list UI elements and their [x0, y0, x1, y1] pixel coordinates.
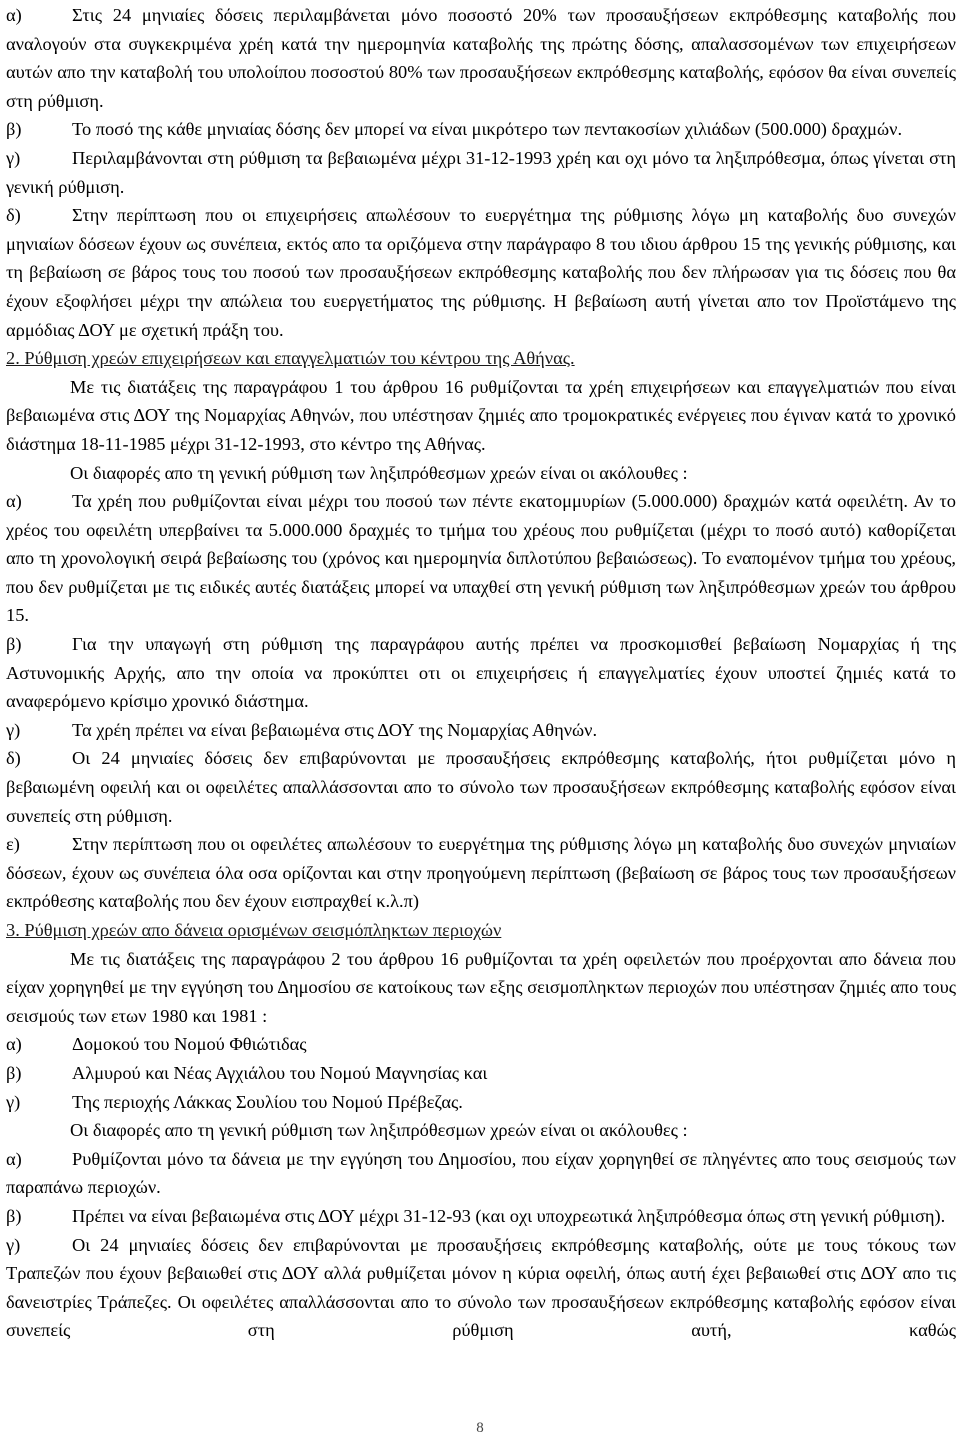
item-a-guaranteed-loans: [6, 1145, 956, 1202]
item-label: ε): [6, 834, 20, 855]
item-g-no-interest: [6, 1231, 956, 1345]
item-text: Περιλαμβάνονται στη ρύθμιση τα βεβαιωμένα μέχρι 31-12-1993 χρέη και οχι μόνο τα ληξιπρόθεσμα, όπως γίνεται στη γενική ρύθμιση.: [6, 147, 956, 197]
item-label: δ): [6, 748, 21, 769]
item-g-certified-debts: [6, 144, 956, 201]
item-d-loss-of-benefit: [6, 201, 956, 344]
section-heading-earthquake: [6, 916, 956, 945]
section-heading-text: 3. Ρύθμιση χρεών απο δάνεια ορισμένων σεισμόπληκτων περιοχών: [6, 920, 502, 940]
item-a-instalments-surcharge: [6, 1, 956, 115]
paragraph-text: Οι διαφορές απο τη γενική ρύθμιση των ληξιπρόθεσμων χρεών είναι οι ακόλουθες :: [70, 462, 688, 483]
item-text: Της περιοχής Λάκκας Σουλίου του Νομού Πρέβεζας.: [72, 1091, 463, 1112]
paragraph-text: Με τις διατάξεις της παραγράφου 1 του άρθρου 16 ρυθμίζονται τα χρέη επιχειρήσεων και επαγγελματιών που είναι βεβαιωμένα στις ΔΟΥ της Νομαρχίας Αθηνών, που υπέστησαν ζημιές απο τρομοκρατικές ενέργειες που έγιναν κατά το χρονικό διάστημα 18-11-1985 μέχρι 31-12-1993, στο κέντρο της Αθήνας.: [6, 376, 956, 454]
item-label: δ): [6, 205, 21, 226]
item-label: α): [6, 491, 22, 512]
item-label: α): [6, 5, 22, 25]
region-g: [6, 1088, 956, 1117]
paragraph-text: Με τις διατάξεις της παραγράφου 2 του άρθρου 16 ρυθμίζονται τα χρέη οφειλετών που προέρχονται απο δάνεια που είχαν χορηγηθεί με την εγγύηση του Δημοσίου σε κατοίκους των εξης σεισμοπληκτων περιοχών που υπέστησαν ζημιές απο τους σεισμούς των ετων 1980 και 1981 :: [6, 948, 956, 1026]
item-text: Δομοκού του Νομού Φθιώτιδας: [72, 1034, 307, 1055]
item-a-debt-limit: [6, 487, 956, 630]
item-label: γ): [6, 719, 21, 740]
item-label: β): [6, 634, 22, 655]
item-label: γ): [6, 147, 21, 168]
item-text: Για την υπαγωγή στη ρύθμιση της παραγράφου αυτής πρέπει να προσκομισθεί βεβαίωση Νομαρχίας ή της Αστυνομικής Αρχής, απο την οποία να προκύπτει οτι οι επιχειρήσεις ή επαγγελματίες έχουν υποστεί ζημιές κατά το αναφερόμενο κρίσιμο χρονικό διάστημα.: [6, 634, 956, 712]
item-b-certificate: [6, 630, 956, 716]
item-text: Τα χρέη που ρυθμίζονται είναι μέχρι του ποσού των πέντε εκατομμυρίων (5.000.000) δραχμών κατά οφειλέτη. Αν το χρέος του οφειλέτη υπερβαίνει τα 5.000.000 δραχμές το τμήμα του χρέους που ρυθμίζεται (μέχρι το ποσό αυτό) καθορίζεται απο τη χρονολογική σειρά βεβαίωσης του (χρόνος και ημερομηνία διπλοτύπου βεβαιώσεως). Το εναπομένον τμήμα του χρέους, που δεν ρυθμίζεται με τις ειδικές αυτές διατάξεις μπορεί να υπαχθεί στη γενική ρύθμιση των ληξιπρόθεσμων χρεών του άρθρου 15.: [6, 491, 956, 626]
item-b-min-instalment: [6, 115, 956, 144]
document-body: [6, 1, 956, 1345]
region-b: [6, 1059, 956, 1088]
item-g-athens-doy: [6, 716, 956, 745]
region-a: [6, 1030, 956, 1059]
item-label: α): [6, 1148, 22, 1169]
item-text: Οι 24 μηνιαίες δόσεις δεν επιβαρύνονται με προσαυξήσεις εκπρόθεσμης καταβολής, ήτοι ρυθμίζεται μόνο η βεβαιωμένη οφειλή και οι οφειλέτες απαλλάσσονται απο το σύνολο των προσαυξήσεων εκπρόθεσμης καταβολής εφόσον είναι συνεπείς στη ρύθμιση.: [6, 748, 956, 826]
item-text: Αλμυρού και Νέας Αγχιάλου του Νομού Μαγνησίας και: [72, 1062, 488, 1083]
differences-intro: [6, 459, 956, 488]
paragraph-text: Οι διαφορές απο τη γενική ρύθμιση των ληξιπρόθεσμων χρεών είναι οι ακόλουθες :: [70, 1120, 688, 1141]
item-text: Στην περίπτωση που οι οφειλέτες απωλέσουν το ευεργέτημα της ρύθμισης λόγω μη καταβολής δυο συνεχών μηνιαίων δόσεων, έχουν ως συνέπεια όλα οσα ορίζονται και στην προηγούμενη περίπτωση (βεβαίωση σε βάρος τους των προσαυξήσεων εκπρόθεσης καταβολής που δεν έχουν εισπραχθεί κ.λ.π): [6, 834, 956, 912]
item-e-loss-of-benefit: [6, 830, 956, 916]
item-label: β): [6, 1062, 22, 1083]
item-label: α): [6, 1034, 22, 1055]
intro-paragraph-athens: [6, 373, 956, 459]
section-heading-athens: [6, 344, 956, 373]
intro-paragraph-earthquake: [6, 945, 956, 1031]
item-label: γ): [6, 1091, 21, 1112]
item-label: γ): [6, 1234, 21, 1255]
item-label: β): [6, 1205, 22, 1226]
item-text: Το ποσό της κάθε μηνιαίας δόσης δεν μπορεί να είναι μικρότερο των πεντακοσίων χιλιάδων (500.000) δραχμών.: [72, 119, 903, 140]
item-b-certified-by-date: [6, 1202, 956, 1231]
page-number: 8: [476, 1420, 484, 1436]
item-text: Πρέπει να είναι βεβαιωμένα στις ΔΟΥ μέχρι 31-12-93 (και οχι υποχρεωτικά ληξιπρόθεσμα όπως στη γενική ρύθμιση).: [72, 1205, 946, 1226]
differences-intro-2: [6, 1116, 956, 1145]
item-text: Οι 24 μηνιαίες δόσεις δεν επιβαρύνονται με προσαυξήσεις εκπρόθεσμης καταβολής, ούτε με τους τόκους των Τραπεζών που έχουν βεβαιωθεί στις ΔΟΥ αλλά ρυθμίζεται μόνον η κύρια οφειλή, όπως αυτή έχει βεβαιωθεί στις ΔΟΥ απο τις δανειστρίες Τράπεζες. Οι οφειλέτες απαλλάσσονται απο το σύνολο των προσαυξήσεων εκπρόθεσμης καταβολής εφόσον είναι συνεπείς στη ρύθμιση αυτή, καθώς: [6, 1234, 956, 1341]
item-d-no-surcharge: [6, 744, 956, 830]
item-text: Ρυθμίζονται μόνο τα δάνεια με την εγγύηση του Δημοσίου, που είχαν χορηγηθεί σε πληγέντες απο τους σεισμούς των παραπάνω περιοχών.: [6, 1148, 956, 1198]
item-text: Στις 24 μηνιαίες δόσεις περιλαμβάνεται μόνο ποσοστό 20% των προσαυξήσεων εκπρόθεσμης καταβολής που αναλογούν στα συγκεκριμένα χρέη κατά την ημερομηνία καταβολής της πρώτης δόσης, απαλασσομένων των επιχειρήσεων αυτών απο την καταβολή του υπολοίπου ποσοστού 80% των προσαυξήσεων εκπρόθεσμης καταβολής, εφόσον θα είναι συνεπείς στη ρύθμιση.: [6, 5, 956, 111]
section-heading-text: 2. Ρύθμιση χρεών επιχειρήσεων και επαγγελματιών του κέντρου της Αθήνας.: [6, 348, 575, 369]
item-text: Στην περίπτωση που οι επιχειρήσεις απωλέσουν το ευεργέτημα της ρύθμισης λόγω μη καταβολής δυο συνεχών μηνιαίων δόσεων έχουν ως συνέπεια, εκτός απο τα οριζόμενα στην παράγραφο 8 του ιδιου άρθρου 15 της γενικής ρύθμισης, και τη βεβαίωση σε βάρος τους του ποσού των προσαυξήσεων εκπρόθεσμης καταβολής που δεν πλήρωσαν για τις δόσεις που θα έχουν εξοφλήσει μέχρι την απώλεια του ευεργετήματος της ρύθμισης. Η βεβαίωση αυτή γίνεται απο τον Προϊστάμενο της αρμόδιας ΔΟΥ με σχετική πράξη του.: [6, 205, 956, 340]
item-text: Τα χρέη πρέπει να είναι βεβαιωμένα στις ΔΟΥ της Νομαρχίας Αθηνών.: [72, 719, 598, 740]
item-label: β): [6, 119, 22, 140]
